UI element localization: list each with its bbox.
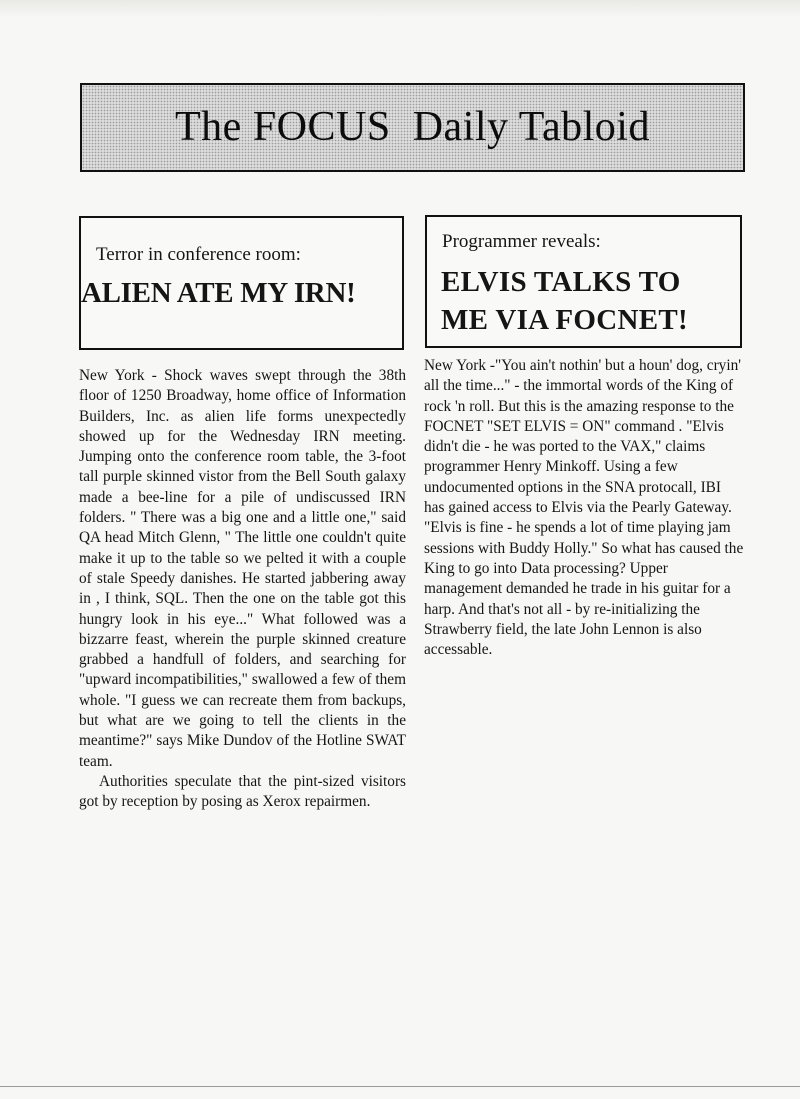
headline-box-elvis xyxy=(425,215,742,348)
article-alien-paragraph-2: Authorities speculate that the pint-sized visitors got by reception by posing as Xerox repairmen. xyxy=(79,772,406,811)
scan-bottom-edge xyxy=(0,1086,800,1087)
masthead-title: The FOCUS Daily Tabloid xyxy=(175,104,650,150)
article-alien-paragraph-1: New York - Shock waves swept through the 38th floor of 1250 Broadway, home office of Information Builders, Inc. as alien life forms unexpectedly showed up for the Wednesday IRN meeting. Jumping onto the conference room table, the 3-foot tall purple skinned vistor from the Bell South galaxy made a bee-line for a pile of undiscussed IRN folders. " There was a big one and a little one," said QA head Mitch Glenn, " The little one couldn't quite make it up to the table so we pelted it with a couple of stale Speedy danishes. He started jabbering away in , I think, SQL. Then the one on the table got this hungry look in his eye..." What followed was a bizzarre feast, wherein the purple skinned creature grabbed a handfull of folders, and searching for "upward incompatibilities," swallowed a few of them whole. "I guess we can recreate them from backups, but what are we going to tell the clients in the meantime?" says Mike Dundov of the Hotline SWAT team. xyxy=(79,367,406,770)
headline-elvis-line-2: ME VIA FOCNET! xyxy=(441,304,688,336)
scan-top-edge xyxy=(0,0,800,18)
article-elvis-paragraph: New York -"You ain't nothin' but a houn' dog, cryin' all the time..." - the immortal words of the King of rock 'n roll. But this is the amazing response to the FOCNET "SET ELVIS = ON" command . "Elvis didn't die - he was ported to the VAX," claims programmer Henry Minkoff. Using a few undocumented options in the SNA protocall, IBI has gained access to Elvis via the Pearly Gateway. "Elvis is fine - he spends a lot of time playing jam sessions with Buddy Holly." So what has caused the King to go into Data processing? Upper management demanded he trade in his guitar for a harp. And that's not all - by re-initializing the Strawberry field, the late John Lennon is also accessable. xyxy=(424,357,744,659)
headline-elvis xyxy=(441,263,688,339)
article-alien-body xyxy=(79,366,406,813)
article-elvis-body xyxy=(424,356,744,660)
masthead-banner xyxy=(80,83,745,172)
headline-alien: ALIEN ATE MY IRN! xyxy=(81,277,356,309)
kicker-alien: Terror in conference room: xyxy=(96,244,301,265)
headline-box-alien xyxy=(79,216,404,350)
kicker-elvis: Programmer reveals: xyxy=(442,231,601,252)
headline-elvis-line-1: ELVIS TALKS TO xyxy=(441,266,681,298)
